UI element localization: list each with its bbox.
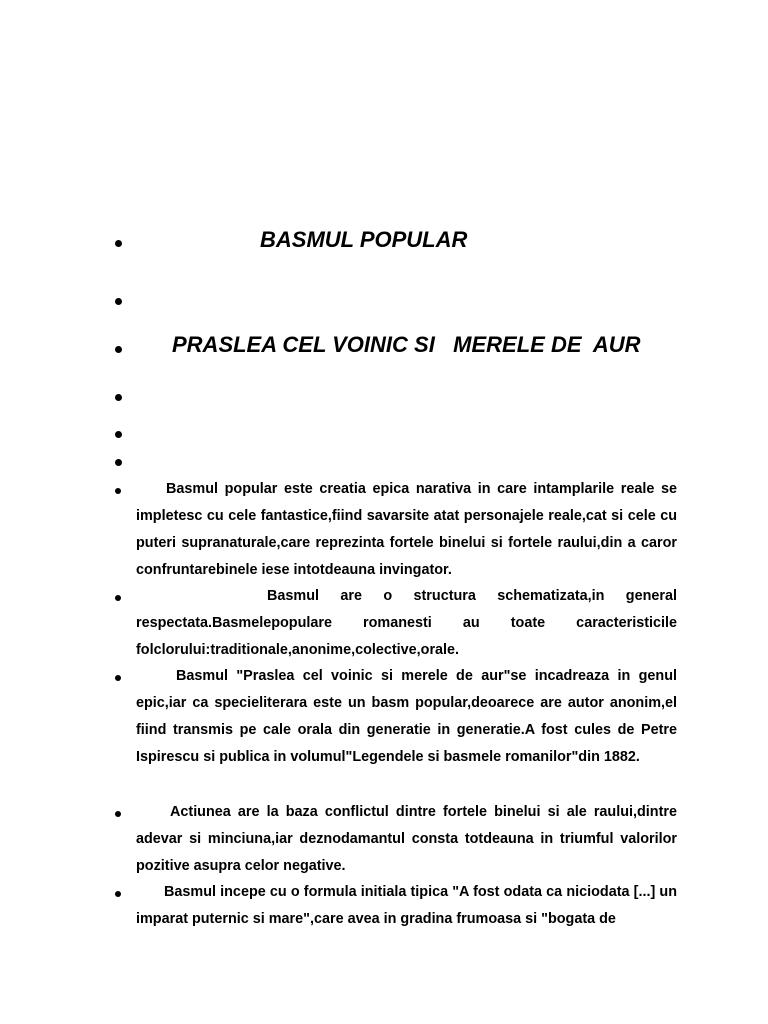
- list-bullet: [115, 298, 122, 305]
- document-title: BASMUL POPULAR: [260, 227, 468, 252]
- list-bullet: [115, 811, 121, 817]
- list-bullet: [115, 394, 122, 401]
- list-bullet: [115, 675, 121, 681]
- list-bullet: [115, 595, 121, 601]
- paragraph: Basmul are o structura schematizata,in general respectata.Basmelepopulare romanesti au toate caracteristicile folclorului:traditionale,anonime,colective,orale.: [136, 588, 677, 658]
- list-bullet: [115, 891, 121, 897]
- list-bullet: [115, 431, 122, 438]
- paragraph: Basmul incepe cu o formula initiala tipica "A fost odata ca niciodata [...] un imparat puternic si mare",care avea in gradina frumoasa si "bogata de: [136, 884, 677, 927]
- paragraph: Actiunea are la baza conflictul dintre fortele binelui si ale raului,dintre adevar si minciuna,iar deznodamantul consta totdeauna in triumful valorilor pozitive asupra celor negative.: [136, 804, 677, 874]
- list-bullet: [115, 459, 122, 466]
- paragraph: Basmul popular este creatia epica narativa in care intamplarile reale se impletesc cu cele fantastice,fiind savarsite atat personajele reale,cat si cele cu puteri supranaturale,care reprezinta fortele binelui si fortele raului,din a caror confruntarebinele iese intotdeauna invingator.: [136, 481, 677, 578]
- document-subtitle: PRASLEA CEL VOINIC SI MERELE DE AUR: [172, 332, 641, 357]
- list-bullet: [115, 346, 122, 353]
- list-bullet: [115, 488, 121, 494]
- list-bullet: [115, 240, 122, 247]
- paragraph: Basmul "Praslea cel voinic si merele de aur"se incadreaza in genul epic,iar ca specieliterara este un basm popular,deoarece are autor anonim,el fiind transmis pe cale orala din generatie in generatie.A fost cules de Petre Ispirescu si publica in volumul"Legendele si basmele romanilor"din 1882.: [136, 668, 677, 765]
